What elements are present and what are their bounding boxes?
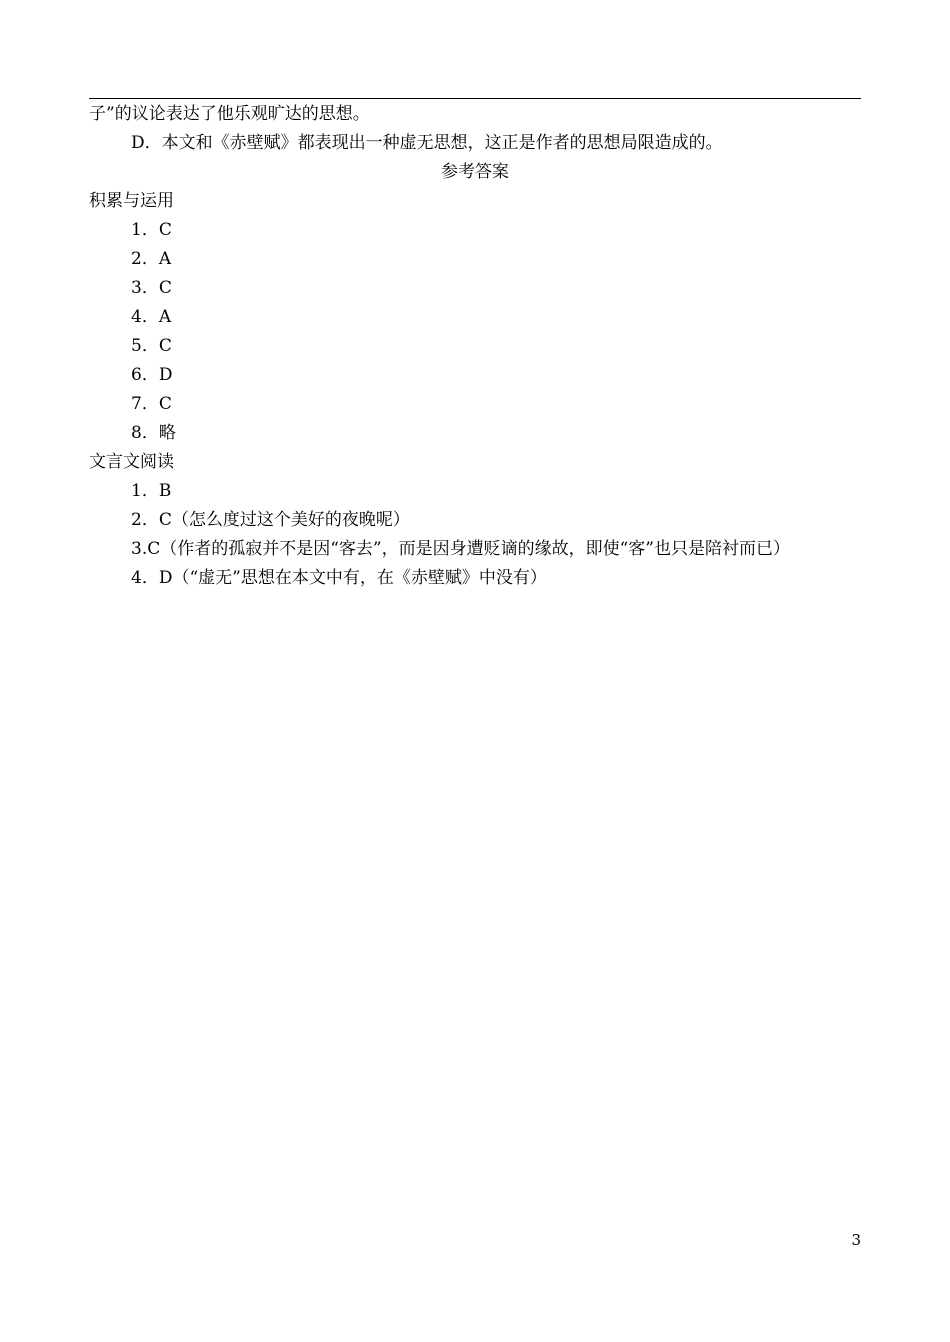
answers-title: 参考答案 (441, 162, 509, 182)
answer-item: 5．C (131, 336, 172, 356)
answer-item: 4．D（“虚无”思想在本文中有，在《赤壁赋》中没有） (131, 568, 547, 588)
answer-item: 1．C (131, 220, 172, 240)
answer-item: 2．A (131, 249, 172, 269)
answer-item: 8．略 (131, 423, 176, 443)
header-rule (89, 98, 861, 99)
continuation-line: 子”的议论表达了他乐观旷达的思想。 (89, 104, 370, 124)
answer-item: 3．C (131, 278, 172, 298)
option-d: D．本文和《赤壁赋》都表现出一种虚无思想，这正是作者的思想局限造成的。 (131, 133, 723, 153)
answer-item: 7．C (131, 394, 172, 414)
answer-item: 2．C（怎么度过这个美好的夜晚呢） (131, 510, 410, 530)
section-heading-accumulation: 积累与运用 (89, 191, 174, 211)
section-heading-classical-reading: 文言文阅读 (89, 452, 174, 472)
page-number: 3 (851, 1231, 861, 1249)
answer-item: 6．D (131, 365, 173, 385)
answer-item: 1．B (131, 481, 172, 501)
answer-item-long: 3.C（作者的孤寂并不是因“客去”，而是因身遭贬谪的缘故，即使“客”也只是陪衬而已） (131, 539, 790, 559)
document-body (89, 100, 861, 593)
answer-item: 4．A (131, 307, 172, 327)
